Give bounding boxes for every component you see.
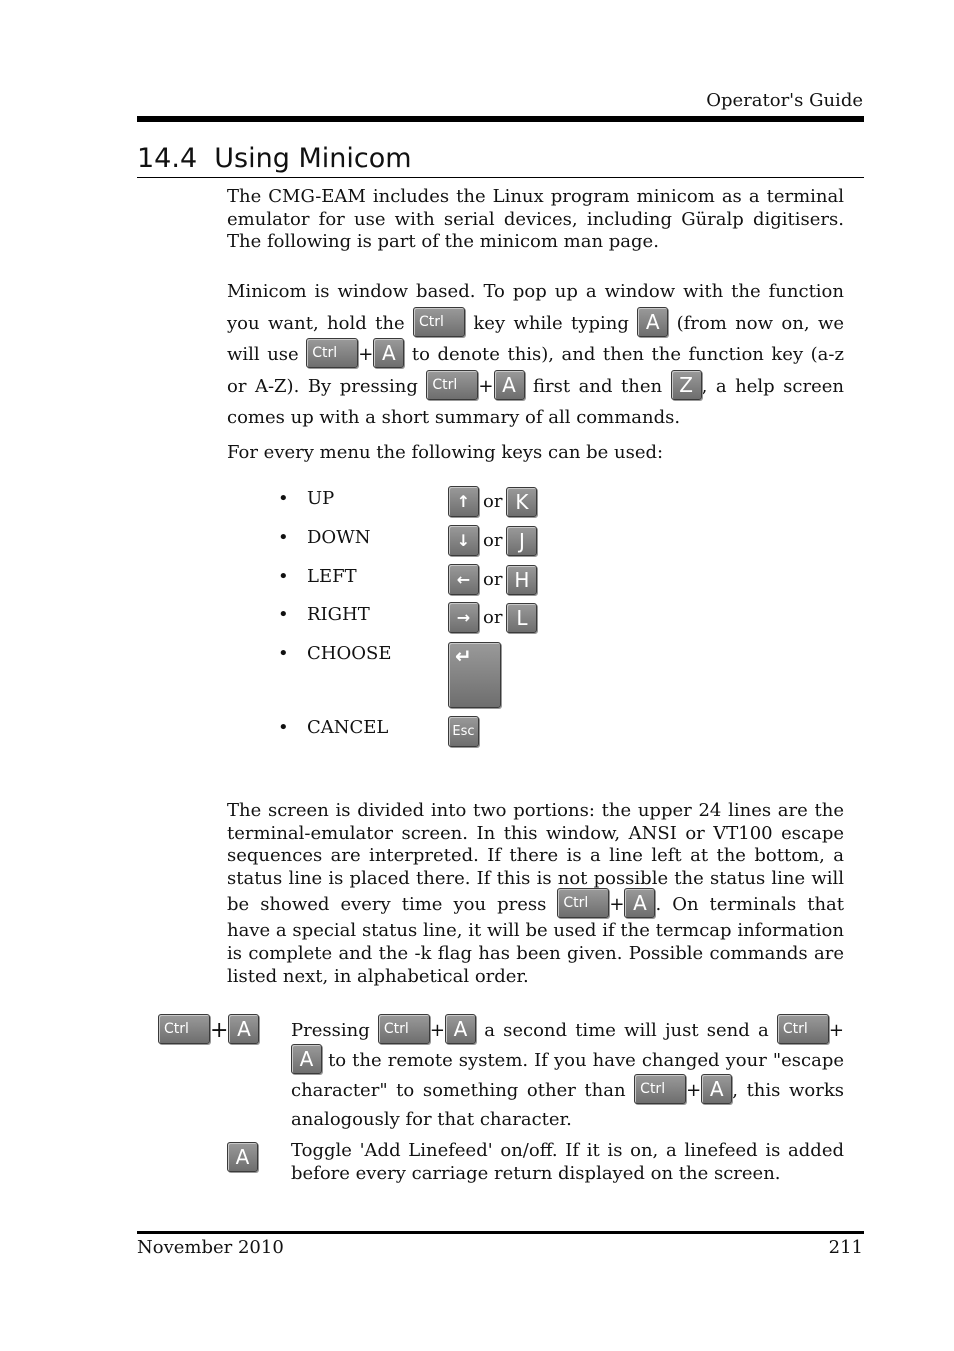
esc-key-icon: Esc — [448, 716, 479, 747]
text-run: , this works analogously for that character. — [291, 1080, 844, 1130]
arrow-up-icon: ↑ — [448, 486, 479, 517]
text-run: , a help screen comes up with a short summary of all commands. — [227, 375, 844, 428]
menu-key-label: DOWN — [307, 527, 371, 548]
a-key-icon: A — [494, 370, 525, 400]
bullet: • — [278, 604, 289, 625]
h-key-icon: H — [506, 565, 537, 595]
ctrl-key-icon: Ctrl — [634, 1074, 686, 1104]
text-run: Minicom is window based. To pop up a window with the function you want, hold the — [227, 281, 844, 334]
k-key-icon: K — [506, 487, 537, 517]
arrow-left-icon: ← — [448, 564, 479, 595]
down-keys — [448, 527, 537, 558]
text-run: Pressing — [291, 1020, 370, 1041]
plus-sign: + — [686, 1080, 702, 1101]
text-run: The screen is divided into two portions: the upper 24 lines are the terminal-emulator screen. In this window, ANSI or VT100 escape sequences are interpreted. If there is a line left at the bottom, a status line is placed there. If this is not possible the status line will be showed every time you press — [227, 800, 844, 916]
a-key-icon: A — [701, 1074, 732, 1104]
plus-sign: + — [828, 1020, 844, 1041]
text-run: to the remote system. If you have changed your "escape character" to something other than — [291, 1050, 844, 1101]
z-key-icon: Z — [671, 370, 702, 400]
right-keys — [448, 604, 537, 635]
menu-key-label: RIGHT — [307, 604, 370, 625]
window-paragraph — [227, 276, 844, 434]
intro-paragraph: The CMG-EAM includes the Linux program minicom as a terminal emulator for use with serial devices, including Güralp digitisers. The following is part of the minicom man page. — [227, 186, 844, 252]
plus-sign: + — [609, 894, 625, 916]
ctrl-key-icon: Ctrl — [378, 1014, 430, 1044]
menu-key-label: CHOOSE — [307, 643, 392, 664]
or-word: or — [483, 491, 503, 512]
up-keys — [448, 488, 537, 519]
or-word: or — [483, 569, 503, 590]
section-number: 14.4 — [137, 143, 198, 174]
text-run: to denote this), and then the function key (a-z or A-Z). By pressing — [227, 344, 844, 397]
plus-sign: + — [210, 1018, 229, 1043]
text-run: first and then — [533, 375, 663, 397]
or-word: or — [483, 607, 503, 628]
section-title: Using Minicom — [214, 143, 412, 174]
arrow-right-icon: → — [448, 602, 479, 633]
a-key-icon: A — [445, 1014, 476, 1044]
section-heading — [137, 143, 412, 174]
screen-paragraph — [227, 800, 844, 988]
title-rule — [137, 177, 864, 178]
running-header: Operator's Guide — [706, 90, 863, 111]
enter-key-icon: ↵ — [448, 642, 501, 708]
or-word: or — [483, 530, 503, 551]
header-rule — [137, 116, 864, 122]
choose-keys — [448, 644, 501, 710]
command-ctrl-a-description — [291, 1016, 844, 1133]
left-keys — [448, 566, 537, 597]
ctrl-key-icon: Ctrl — [426, 370, 478, 400]
l-key-icon: L — [506, 603, 537, 633]
ctrl-key-icon: Ctrl — [306, 338, 358, 368]
page-number: 211 — [828, 1237, 863, 1258]
command-ctrl-a-keys — [158, 1016, 259, 1046]
arrow-down-icon: ↓ — [448, 525, 479, 556]
menu-keys-intro: For every menu the following keys can be used: — [227, 442, 664, 463]
a-key-icon: A — [291, 1044, 322, 1074]
menu-key-label: UP — [307, 488, 335, 509]
footer-date: November 2010 — [137, 1237, 284, 1258]
bullet: • — [278, 527, 289, 548]
ctrl-key-icon: Ctrl — [557, 888, 609, 918]
bullet: • — [278, 566, 289, 587]
j-key-icon: J — [506, 526, 537, 556]
menu-key-label: LEFT — [307, 566, 357, 587]
footer-rule — [137, 1231, 864, 1234]
command-a-description: Toggle 'Add Linefeed' on/off. If it is on, a linefeed is added before every carriage return displayed on the screen. — [291, 1140, 844, 1184]
a-key-icon: A — [228, 1014, 259, 1044]
plus-sign: + — [429, 1020, 445, 1041]
a-key-icon: A — [637, 307, 668, 337]
text-run: a second time will just send a — [484, 1020, 769, 1041]
a-key-icon: A — [624, 888, 655, 918]
menu-key-label: CANCEL — [307, 717, 389, 738]
ctrl-key-icon: Ctrl — [158, 1014, 210, 1044]
ctrl-key-icon: Ctrl — [777, 1014, 829, 1044]
bullet: • — [278, 717, 289, 738]
command-a-keys — [227, 1144, 258, 1174]
ctrl-key-icon: Ctrl — [413, 307, 465, 337]
a-key-icon: A — [227, 1142, 258, 1172]
plus-sign: + — [478, 375, 494, 397]
text-run: (from now on, we will use — [227, 312, 844, 365]
bullet: • — [278, 643, 289, 664]
cancel-keys — [448, 718, 479, 749]
plus-sign: + — [358, 344, 374, 365]
bullet: • — [278, 488, 289, 509]
a-key-icon: A — [373, 338, 404, 368]
text-run: key while typing — [473, 312, 629, 334]
text-run: . On terminals that have a special status line, it will be used if the termcap information is complete and the -k flag has been given. Possible commands are listed next, in alphabetical order. — [227, 894, 844, 987]
